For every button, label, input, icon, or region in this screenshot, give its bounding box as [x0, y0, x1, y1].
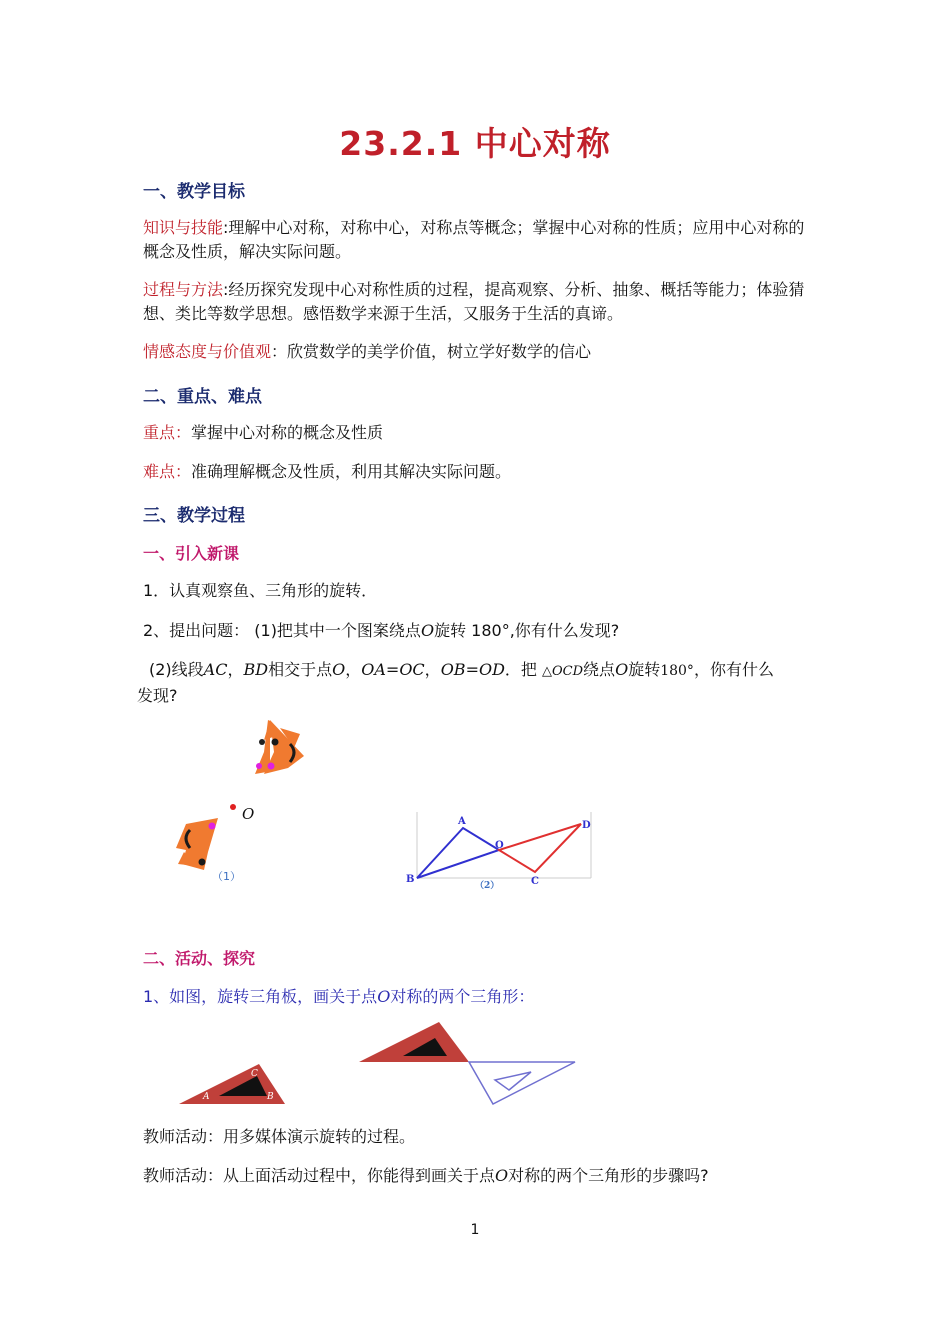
figure-triangles-abo-cdo: [405, 810, 600, 890]
fig3-label-b: B: [267, 1092, 274, 1102]
item3-degree: 180°: [660, 663, 694, 679]
item2-point-o: O: [420, 621, 435, 640]
fig2-label-c: C: [531, 876, 539, 887]
paragraph-knowledge-skills: [143, 216, 808, 264]
fish-upper: [250, 718, 310, 778]
label-knowledge-skills: 知识与技能: [143, 218, 224, 237]
figure-set-squares-symmetric: [355, 1018, 580, 1108]
item2-text-b: 旋转 180°,你有什么发现?: [434, 621, 620, 640]
item3-eq1: OA=OC: [361, 660, 425, 679]
subheading-introduce: 一、引入新课: [143, 544, 240, 563]
paragraph-key-point: [143, 421, 808, 445]
fig3-label-a: A: [203, 1092, 210, 1102]
fig2-label-a: A: [458, 816, 466, 827]
teacher2-text-a: 教师活动：从上面活动过程中，你能得到画关于点: [143, 1166, 496, 1185]
item3-segment-ac: AC: [203, 660, 228, 679]
item3-text-c: 相交于点: [268, 660, 333, 679]
item2-text-a: 2、提出问题： (1)把其中一个图案绕点: [143, 621, 421, 640]
item3-text-d: ，: [345, 660, 362, 679]
item3-point-o2: O: [615, 660, 629, 679]
paragraph-emotion-values: [143, 340, 808, 364]
item3-text-b: ，: [227, 660, 244, 679]
subheading-activity: 二、活动、探究: [143, 949, 256, 968]
paragraph-teacher-activity-2: [143, 1164, 808, 1188]
set-square-rotated: [469, 1062, 575, 1104]
fig2-label-d: D: [582, 820, 591, 831]
fig2-caption: （2）: [475, 881, 500, 890]
text-knowledge-skills: :理解中心对称，对称中心，对称点等概念；掌握中心对称的性质；应用中心对称的概念及性质，解决实际问题。: [143, 218, 805, 261]
heading-teaching-process: 三、教学过程: [143, 506, 245, 526]
triangle-cod: [499, 824, 581, 872]
item3-eq2: OB=OD: [440, 660, 505, 679]
teacher2-point-o: O: [495, 1166, 509, 1185]
item3-text-j: 发现?: [137, 686, 178, 705]
label-key-point: 重点：: [143, 423, 192, 442]
heading-teaching-goals: 一、教学目标: [143, 182, 245, 202]
paragraph-activity1: [143, 985, 808, 1009]
page-number: 1: [470, 1222, 480, 1238]
paragraph-difficult-point: [143, 460, 808, 484]
act1-text-b: 对称的两个三角形：: [390, 987, 535, 1006]
paragraph-teacher-activity-1: 教师活动：用多媒体演示旋转的过程。: [143, 1127, 416, 1146]
item3-triangle: △OCD: [542, 664, 584, 679]
fig2-label-o: O: [495, 840, 504, 851]
text-emotion-values: ：欣赏数学的美学价值，树立学好数学的信心: [271, 342, 592, 361]
fig1-caption: （1）: [212, 870, 241, 883]
label-emotion-values: 情感态度与价值观: [143, 342, 272, 361]
act1-text-a: 1、如图，旋转三角板，画关于点: [143, 987, 378, 1006]
item3-text-a: (2)线段: [149, 660, 204, 679]
item3-text-h: 旋转: [628, 660, 661, 679]
item3-text-e: ，: [424, 660, 441, 679]
fish-lower: [168, 812, 228, 874]
label-process-method: 过程与方法: [143, 280, 224, 299]
item3-text-g: 绕点: [583, 660, 616, 679]
paragraph-item2: [143, 619, 808, 643]
triangle-aob: [417, 828, 499, 878]
item3-text-i: ，你有什么: [693, 660, 774, 679]
act1-point-o: O: [377, 987, 391, 1006]
fig2-label-b: B: [406, 874, 415, 885]
text-difficult-point: 准确理解概念及性质，利用其解决实际问题。: [191, 462, 512, 481]
page-title: 23.2.1 中心对称: [339, 124, 611, 163]
fig1-label-o: O: [242, 805, 255, 823]
paragraph-item1: 1．认真观察鱼、三角形的旋转．: [143, 581, 378, 600]
item3-text-f: ．把: [504, 660, 543, 679]
paragraph-process-method: [143, 278, 808, 326]
text-key-point: 掌握中心对称的概念及性质: [191, 423, 384, 442]
figure-set-square-single: [175, 1062, 295, 1108]
fig3-label-c: C: [251, 1069, 258, 1079]
item3-segment-bd: BD: [243, 660, 269, 679]
paragraph-item3: [137, 658, 808, 708]
heading-key-difficult: 二、重点、难点: [143, 387, 262, 407]
label-difficult-point: 难点：: [143, 462, 192, 481]
item3-point-o: O: [332, 660, 346, 679]
teacher2-text-b: 对称的两个三角形的步骤吗?: [508, 1166, 709, 1185]
text-process-method: :经历探究发现中心对称性质的过程，提高观察、分析、抽象、概括等能力；体验猜想、类比等数学思想。感悟数学来源于生活，又服务于生活的真谛。: [143, 280, 805, 323]
